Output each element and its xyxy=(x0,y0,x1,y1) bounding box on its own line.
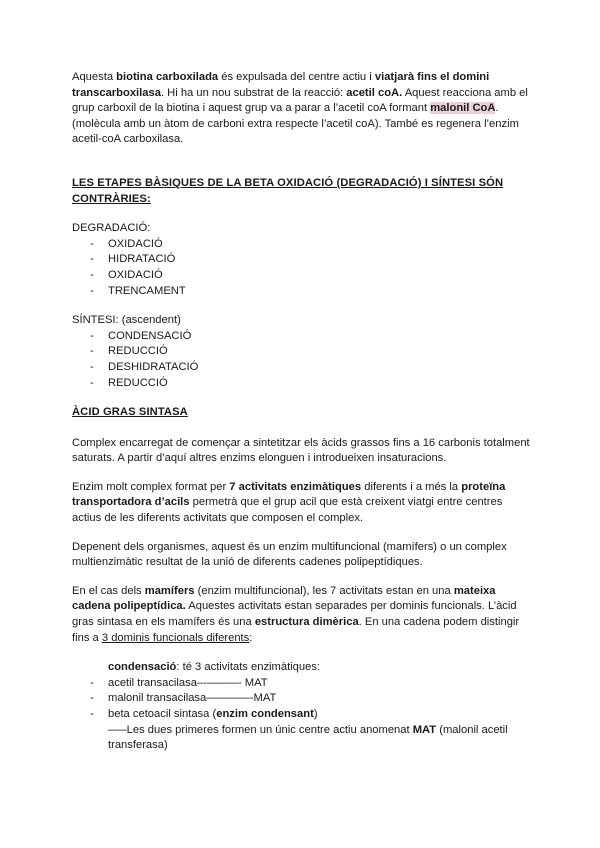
paragraph-organismes: Depenent dels organismes, aquest és un enzim multifuncional (mamífers) o un complex multienzimàtic resultat de la unió de diferents cadenes polipeptídiques. xyxy=(72,540,507,569)
dash-bullet: - xyxy=(90,360,94,373)
p2-bold-activitats: 7 activitats enzimàtiques xyxy=(229,480,362,493)
paragraph-mamifers xyxy=(72,584,532,646)
dash-bullet: - xyxy=(90,345,94,358)
list-item xyxy=(72,360,532,376)
list-item xyxy=(72,691,532,707)
dash-bullet: - xyxy=(90,253,94,266)
list-item xyxy=(72,252,532,268)
p4-text-2: (enzim multifuncional), les 7 activitats estan en una xyxy=(194,584,454,597)
condensacio-text: : té 3 activitats enzimàtiques: xyxy=(176,661,321,674)
dash-bullet: - xyxy=(90,692,94,705)
dash-bullet: - xyxy=(90,237,94,250)
sintesi-list xyxy=(72,329,532,391)
list-item-text: REDUCCIÓ xyxy=(108,345,168,358)
list-item-text: CONDENSACIÓ xyxy=(108,329,192,342)
degradacio-list xyxy=(72,237,532,299)
dash-bullet: - xyxy=(90,268,94,281)
dash-bullet: - xyxy=(90,376,94,389)
condensacio-title xyxy=(72,660,532,676)
list-item xyxy=(72,707,532,723)
p2-bold-proteina: proteïna transportadora d’acils xyxy=(72,480,506,509)
list-item xyxy=(72,676,532,692)
sintesi-title: SÍNTESI: (ascendent) xyxy=(72,314,181,327)
p2-text-2: diferents i a més la xyxy=(361,480,462,493)
beta-oxidation-heading: LES ETAPES BÀSIQUES DE LA BETA OXIDACIÓ (DEGRADACIÓ) I SÍNTESI SÓN CONTRÀRIES: xyxy=(72,176,504,205)
mat-note-text-2: (malonil acetil transferasa) xyxy=(108,723,508,752)
intro-text-4: Aquest reacciona amb el grup carboxil de la biotina i aquest grup va a parar a l’acetil coA formant xyxy=(72,86,528,115)
mat-note-text: –––Les dues primeres formen un únic centre actiu anomenat xyxy=(108,723,413,736)
p2-text-3: permetrà que el grup acil que està creixent viatgi entre centres actius de les diferents activitats que composen el complex. xyxy=(72,496,503,525)
document-page xyxy=(72,70,532,754)
highlight-malonil-coa: malonil CoA xyxy=(430,102,496,115)
p4-bold-mamifers: mamífers xyxy=(144,584,195,597)
paragraph-enzim xyxy=(72,480,532,527)
list-item-text: malonil transacilasa–––––––-MAT xyxy=(108,692,277,705)
p4-underline-dominis: 3 dominis funcionals diferents xyxy=(101,631,250,644)
list-item-text: ) xyxy=(313,708,318,720)
p4-text-4: . En una cadena podem distingir fins a xyxy=(72,616,520,644)
condensacio-bold: condensació xyxy=(108,661,177,674)
list-item-text: acetil transacilasa–-–––––- MAT xyxy=(108,676,268,689)
list-item-text: OXIDACIÓ xyxy=(108,237,163,250)
list-item-text: beta cetoacil sintasa ( xyxy=(108,708,217,720)
p4-bold-cadena: mateixa cadena polipeptídica. xyxy=(72,584,496,613)
p4-text-3: Aquestes activitats estan separades per dominis funcionals. L’àcid gras sintasa en els mamífers és una xyxy=(72,600,517,629)
dash-bullet: - xyxy=(90,676,94,689)
intro-bold-acetil: acetil coA. xyxy=(346,86,403,99)
mat-bold: MAT xyxy=(412,723,437,736)
list-item xyxy=(72,284,532,300)
p4-bold-dimerica: estructura dimèrica xyxy=(254,616,359,629)
degradacio-title: DEGRADACIÓ: xyxy=(72,222,151,235)
p2-text-1: Enzim molt complex format per xyxy=(72,480,230,493)
dash-bullet: - xyxy=(90,284,94,297)
enzim-condensant-bold: enzim condensant xyxy=(216,708,314,720)
list-item xyxy=(72,268,532,284)
dash-bullet: - xyxy=(90,708,94,720)
acid-gras-sintasa-heading: ÀCID GRAS SINTASA xyxy=(72,406,188,419)
p4-text-5: : xyxy=(249,631,253,644)
list-item xyxy=(72,237,532,253)
intro-text-2: és expulsada del centre actiu i xyxy=(218,71,375,83)
list-item-text: REDUCCIÓ xyxy=(108,376,168,389)
list-item xyxy=(72,376,532,392)
mat-note xyxy=(72,723,532,754)
list-item xyxy=(72,344,532,360)
dash-bullet: - xyxy=(90,329,94,342)
condensacio-list xyxy=(72,676,532,723)
paragraph-complex: Complex encarregat de començar a sintetitzar els àcids grassos fins a 16 carbonis totalment saturats. A partir d’aquí altres enzims elonguen i introdueixen insaturacions. xyxy=(72,436,530,465)
intro-paragraph xyxy=(72,70,532,148)
intro-bold-viatjara: viatjarà fins el domini transcarboxilasa xyxy=(72,71,490,99)
list-item xyxy=(72,329,532,345)
list-item-text: HIDRATACIÓ xyxy=(108,253,176,266)
list-item-text: OXIDACIÓ xyxy=(108,268,163,281)
intro-bold-biotina: biotina carboxilada xyxy=(116,71,219,83)
intro-text-3: . Hi ha un nou substrat de la reacció: xyxy=(160,86,347,99)
p4-text-1: En el cas dels xyxy=(72,584,145,597)
intro-text-5: . (molècula amb un àtom de carboni extra respecte l’acetil coA). També es regenera l’enzim acetil-coA carboxilasa. xyxy=(72,102,519,146)
list-item-text: DESHIDRATACIÓ xyxy=(108,360,199,373)
list-item-text: TRENCAMENT xyxy=(108,284,186,297)
intro-text-1: Aquesta xyxy=(72,71,117,83)
